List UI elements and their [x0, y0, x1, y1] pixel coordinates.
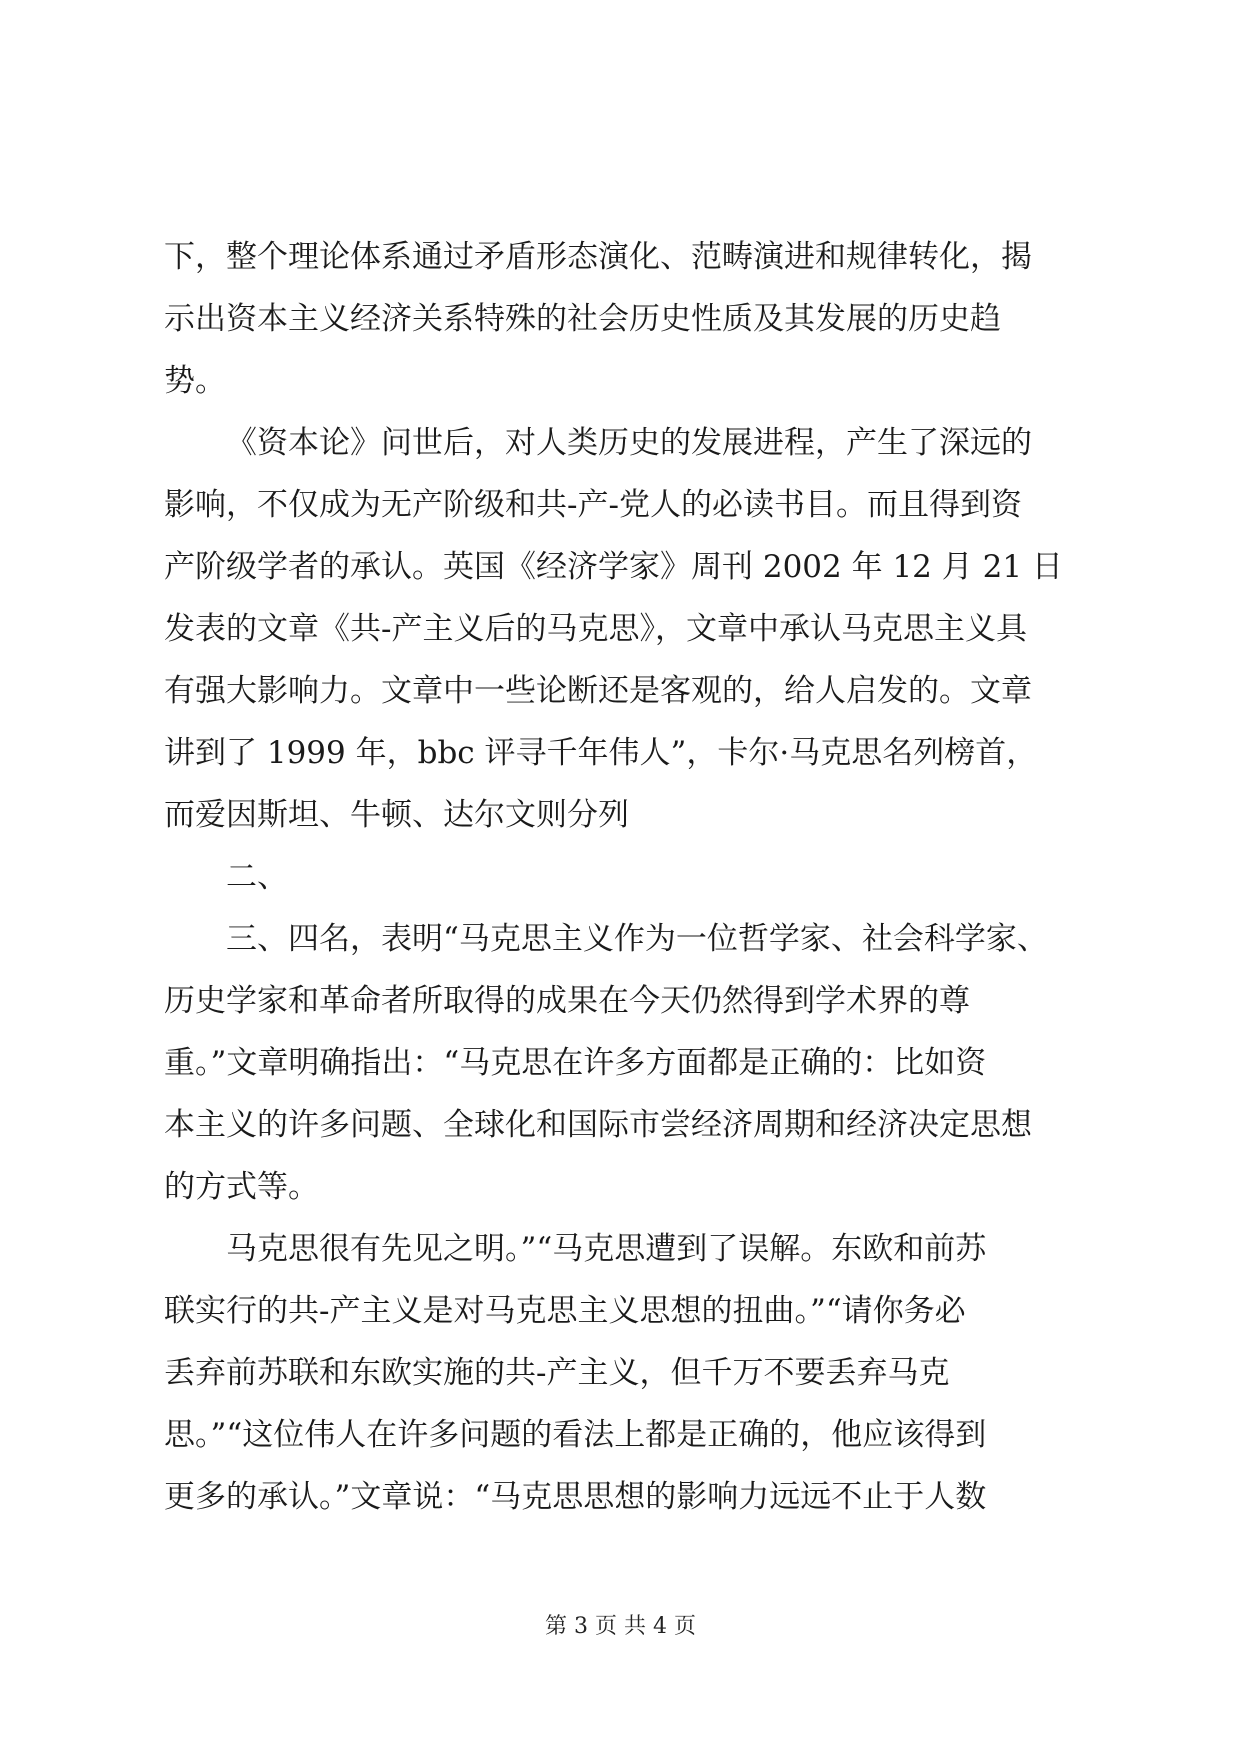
- text-line: 产阶级学者的承认。英国《经济学家》周刊 2002 年 12 月 21 日: [164, 549, 1063, 585]
- text-line: 下，整个理论体系通过矛盾形态演化、范畴演进和规律转化，揭: [164, 239, 1032, 275]
- body-text: [164, 226, 1078, 1528]
- page-number-footer: 第 3 页 共 4 页: [545, 1614, 696, 1639]
- text-line: 马克思很有先见之明。”“马克思遭到了误解。东欧和前苏: [226, 1231, 987, 1267]
- text-line: 联实行的共-产主义是对马克思主义思想的扭曲。”“请你务必: [164, 1293, 966, 1329]
- text-line: 丢弃前苏联和东欧实施的共-产主义，但千万不要丢弃马克: [164, 1355, 950, 1391]
- text-line: 影响，不仅成为无产阶级和共-产-党人的必读书目。而且得到资: [164, 487, 1022, 523]
- text-line: 本主义的许多问题、全球化和国际市尝经济周期和经济决定思想: [164, 1107, 1032, 1143]
- text-line: 的方式等。: [164, 1169, 319, 1205]
- text-line: 示出资本主义经济关系特殊的社会历史性质及其发展的历史趋: [164, 301, 1001, 337]
- text-line: 三、四名，表明“马克思主义作为一位哲学家、社会科学家、: [226, 921, 1048, 957]
- text-line: 有强大影响力。文章中一些论断还是客观的，给人启发的。文章: [164, 673, 1032, 709]
- text-line: 二、: [226, 859, 288, 895]
- text-line: 更多的承认。”文章说：“马克思思想的影响力远远不止于人数: [164, 1479, 987, 1515]
- text-line: 重。”文章明确指出：“马克思在许多方面都是正确的：比如资: [164, 1045, 987, 1081]
- text-line: 《资本论》问世后，对人类历史的发展进程，产生了深远的: [226, 425, 1032, 461]
- text-line: 而爱因斯坦、牛顿、达尔文则分列: [164, 797, 629, 833]
- text-line: 讲到了 1999 年，bbc 评寻千年伟人”，卡尔·马克思名列榜首，: [164, 735, 1038, 771]
- text-line: 思。”“这位伟人在许多问题的看法上都是正确的，他应该得到: [164, 1417, 987, 1453]
- text-line: 历史学家和革命者所取得的成果在今天仍然得到学术界的尊: [164, 983, 970, 1019]
- text-line: 发表的文章《共-产主义后的马克思》，文章中承认马克思主义具: [164, 611, 1027, 647]
- text-line: 势。: [164, 363, 226, 399]
